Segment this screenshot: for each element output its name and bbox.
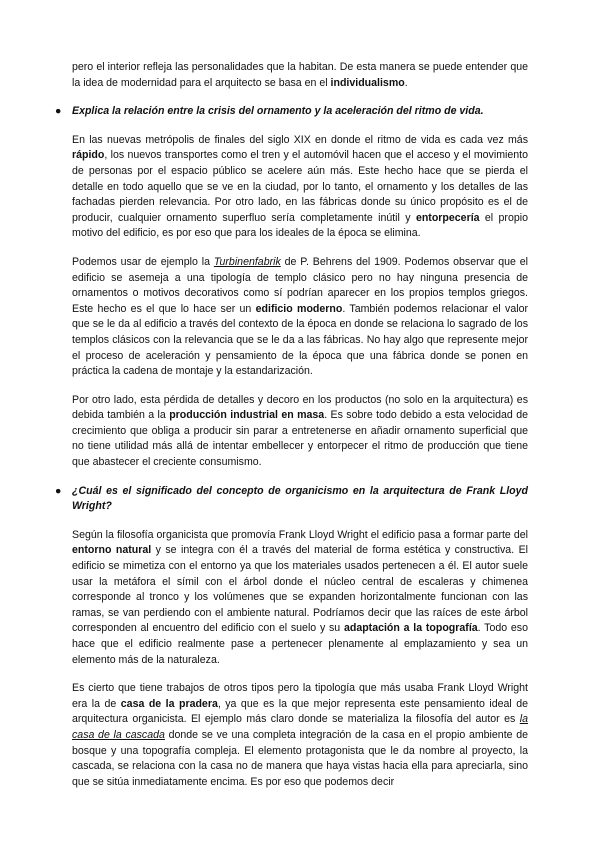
paragraph-filosofia-organicista: Según la filosofía organicista que promovía Frank Lloyd Wright el edificio pasa a formar parte del entorno natural y se integra con él a través del material de forma estética y constructiva. El edificio se mimetiza con el entorno ya que los materiales usados pertenecen a él. El autor suele usar la metáfora el símil con el árbol donde el núcleo central de escaleras y chimenea corresponde al tronco y los volúmenes que se expanden horizontalmente funcionan con las ramas, se van perdiendo con el ambiente natural. Podríamos decir que las raíces de este árbol corresponden al encuentro del edificio con el suelo y su adaptación a la topografía. Todo eso hace que el edificio realmente pase a pertenecer plenamente al emplazamiento y sea un elemento más de la naturaleza. (72, 528, 528, 666)
question-ornamento: ● Explica la relación entre la crisis del ornamento y la aceleración del ritmo de vida. (72, 104, 528, 120)
bold-term: rápido (72, 149, 105, 162)
bullet-icon: ● (55, 105, 62, 118)
paragraph-turbinenfabrik: Podemos usar de ejemplo la Turbinenfabrik de P. Behrens del 1909. Podemos observar que el edificio se asemeja a una tipología de templo clásico pero no hay ninguna presencia de ornamentos o motivos decorativos como sí podrían aparecer en los propios templos griegos. Este hecho es el que lo hace ser un edificio moderno. También podemos relacionar el valor que se le da al edificio a través del contexto de la época en donde se relaciona lo sagrado de los templos clásicos con la relevancia que se le da a las fábricas. No hay algo que represente mejor el proceso de aceleración y pensamiento de la época que una fábrica donde se ponen en práctica la cadena de montaje y la estandarización. (72, 255, 528, 378)
document-body (55, 60, 528, 803)
bullet-icon: ● (55, 484, 62, 497)
underlined-title: Turbinenfabrik (213, 255, 281, 268)
bold-term: casa de la pradera (120, 697, 218, 710)
bold-term: producción industrial en masa (169, 409, 325, 422)
bold-term: edificio moderno (255, 302, 343, 315)
paragraph-produccion: Por otro lado, esta pérdida de detalles y decoro en los productos (no solo en la arquitectura) es debida también a la producción industrial en masa. Es sobre todo debido a esta velocidad de crecimiento que obliga a producir sin parar a entretenerse en añadir ornamento superficial que no tiene utilidad más allá de intentar embellecer y entorpecer el ritmo de producción que tiene que abastecer el creciente consumismo. (72, 393, 528, 469)
bold-term: adaptación a la topografía (343, 622, 478, 635)
paragraph-casa-pradera: Es cierto que tiene trabajos de otros tipos pero la tipología que más usaba Frank Lloyd Wright era la de casa de la pradera, ya que es la que mejor representa este pensamiento ideal de arquitectura organicista. El ejemplo más claro donde se materializa la filosofía del autor es la casa de la cascada donde se ve una completa integración de la casa en el propio ambiente de bosque y una topografía compleja. El elemento protagonista que le da nombre al proyecto, la cascada, se relaciona con la casa no de manera que haya vistas hacia ella para apreciarla, sino que se sitúa inmediatamente encima. Es por eso que podemos decir (72, 682, 528, 788)
bold-term: entorpecería (415, 211, 480, 224)
bold-term: individualismo (330, 76, 405, 89)
bold-term: entorno natural (72, 544, 152, 557)
paragraph-individualismo: pero el interior refleja las personalidades que la habitan. De esta manera se puede entender que la idea de modernidad para el arquitecto se basa en el individualismo. (72, 61, 528, 89)
underlined-title: la casa de la cascada (72, 713, 528, 741)
paragraph-metropolis: En las nuevas metrópolis de finales del siglo XIX en donde el ritmo de vida es cada vez más rápido, los nuevos transportes como el tren y el automóvil hacen que el acceso y el movimiento de personas por el espacio público se acelere aún más. Este hecho hace que se pierda el detalle en todo aquello que se ve en la ciudad, por lo tanto, el ornamento y los detalles de las fachadas pierden relevancia. Por otro lado, en las fábricas donde su único propósito es el de producir, cualquier ornamento superfluo sería completamente inútil y entorpecería el propio motivo del edificio, es por eso que para los ideales de la época se elimina. (72, 133, 528, 240)
question-organicismo: ● ¿Cuál es el significado del concepto de organicismo en la arquitectura de Frank Lloyd Wright? (55, 484, 528, 513)
